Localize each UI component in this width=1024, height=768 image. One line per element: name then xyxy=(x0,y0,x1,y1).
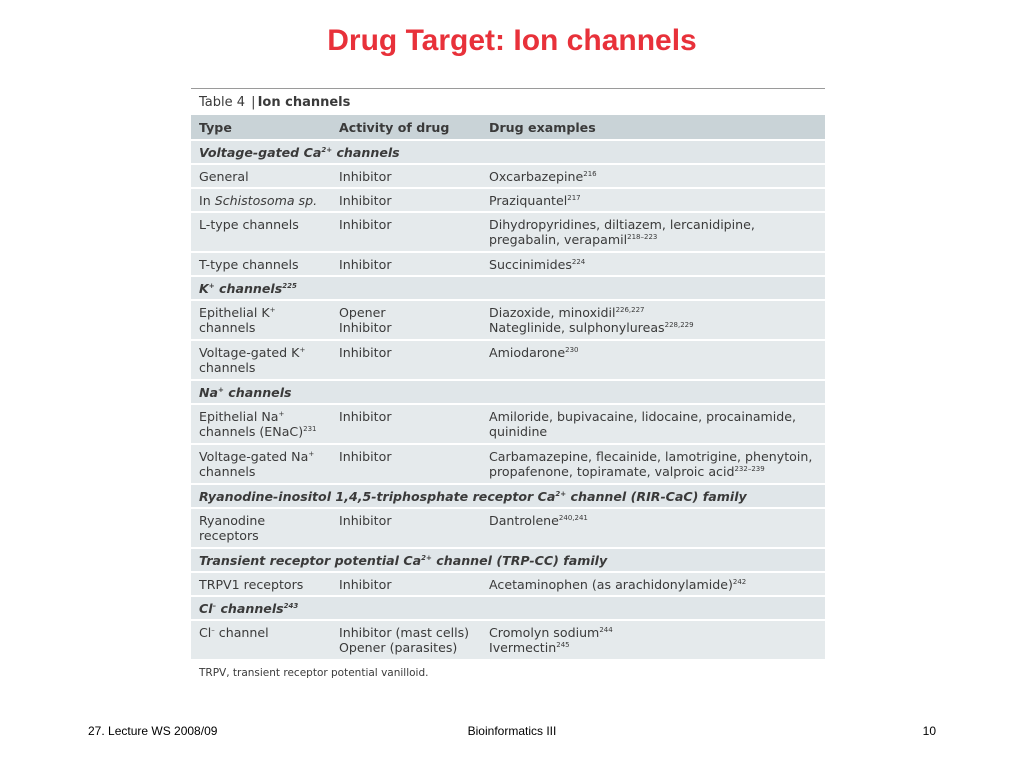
cell-type-line1 xyxy=(199,257,331,272)
cell-type-line1 xyxy=(199,577,331,592)
section-title-suffix: channels xyxy=(223,384,292,400)
drugs-text: Amiodarone xyxy=(489,345,566,360)
drugs-ref: 242 xyxy=(732,578,747,586)
section-row xyxy=(191,485,825,509)
type2-text: channels (ENaC) xyxy=(199,424,304,439)
cell-type-line1 xyxy=(199,169,331,184)
cell-type-line2 xyxy=(199,360,331,375)
type-text: Epithelial K xyxy=(199,305,270,320)
drugs-text: Acetaminophen (as arachidonylamide) xyxy=(489,577,733,592)
table-row xyxy=(191,253,825,277)
cell-type xyxy=(191,165,331,184)
cell-drugs xyxy=(481,253,825,272)
cell-type xyxy=(191,213,331,232)
section-title-suffix: channels xyxy=(216,600,284,616)
table-caption xyxy=(191,89,825,115)
type-text: Voltage-gated Na xyxy=(199,449,309,464)
type-text: General xyxy=(199,169,249,184)
drugs-ref: 240,241 xyxy=(558,514,588,522)
cell-activity xyxy=(331,621,481,655)
ion-channels-table xyxy=(191,88,825,681)
table-caption-separator: | xyxy=(251,94,256,110)
drugs-text: Praziquantel xyxy=(489,193,568,208)
drugs-line1 xyxy=(489,217,825,232)
cell-type-line1 xyxy=(199,345,331,360)
drugs-line1 xyxy=(489,193,825,208)
table-row xyxy=(191,301,825,341)
table-body xyxy=(191,141,825,661)
activity-line1: Inhibitor xyxy=(339,449,392,464)
drugs-ref: 244 xyxy=(599,626,613,634)
drugs-text: Carbamazepine, flecainide, lamotrigine, phenytoin, xyxy=(489,449,813,464)
drugs-ref: 230 xyxy=(565,346,579,354)
cell-type xyxy=(191,189,331,208)
cell-activity xyxy=(331,509,481,528)
type-text: T-type channels xyxy=(199,257,299,272)
section-title-text: Cl xyxy=(199,600,213,616)
type-sup: + xyxy=(269,306,276,314)
drugs2-ref: 228,229 xyxy=(664,321,694,329)
cell-type xyxy=(191,253,331,272)
drugs-text: Cromolyn sodium xyxy=(489,625,600,640)
type-text: TRPV1 receptors xyxy=(199,577,304,592)
type-sup: + xyxy=(308,450,315,458)
cell-activity xyxy=(331,341,481,360)
table-row xyxy=(191,341,825,381)
drugs-line2 xyxy=(489,464,825,479)
activity-line1: Inhibitor xyxy=(339,217,392,232)
cell-type xyxy=(191,405,331,439)
cell-activity xyxy=(331,253,481,272)
cell-type-line1 xyxy=(199,409,331,424)
table-caption-title: Ion channels xyxy=(257,94,351,110)
type2-sup: 231 xyxy=(303,425,317,433)
activity-line1: Inhibitor (mast cells) xyxy=(339,625,470,640)
drugs-line2 xyxy=(489,232,825,247)
header-type: Type xyxy=(199,119,232,135)
drugs2-text: Ivermectin xyxy=(489,640,557,655)
drugs-line1 xyxy=(489,577,825,592)
cell-type xyxy=(191,301,331,335)
cell-drugs xyxy=(481,621,825,655)
section-title xyxy=(191,281,825,296)
drugs-line1 xyxy=(489,449,825,464)
drugs-text: Dihydropyridines, diltiazem, lercanidipine, xyxy=(489,217,755,232)
footer-course: Bioinformatics III xyxy=(467,724,557,738)
drugs-line1 xyxy=(489,625,825,640)
table-row xyxy=(191,405,825,445)
type-text: Voltage-gated K xyxy=(199,345,300,360)
section-row xyxy=(191,597,825,621)
drugs-text: Diazoxide, minoxidil xyxy=(489,305,616,320)
cell-activity xyxy=(331,189,481,208)
section-title-ref: 225 xyxy=(282,281,297,290)
cell-type-line1 xyxy=(199,625,331,640)
cell-type-line2 xyxy=(199,320,331,335)
cell-drugs xyxy=(481,573,825,592)
drugs-text: Dantrolene xyxy=(489,513,559,528)
table-row xyxy=(191,621,825,661)
type2-text: channels xyxy=(199,360,256,375)
cell-type-line1 xyxy=(199,513,331,528)
activity-line1: Inhibitor xyxy=(339,193,392,208)
drugs2-text: pregabalin, verapamil xyxy=(489,232,628,247)
section-title-sup: + xyxy=(218,385,224,394)
type2-text: channels xyxy=(199,320,256,335)
cell-type xyxy=(191,621,331,640)
table-header-row xyxy=(191,115,825,141)
section-title-text: Ryanodine-inositol 1,4,5-triphosphate receptor Ca xyxy=(199,488,556,504)
section-row xyxy=(191,381,825,405)
drugs-line2 xyxy=(489,320,825,335)
table-footnote: TRPV, transient receptor potential vanilloid. xyxy=(199,667,429,679)
section-title-sup: – xyxy=(212,601,217,610)
cell-type-line1 xyxy=(199,305,331,320)
drugs2-ref: 218–223 xyxy=(627,233,658,241)
cell-type-line2 xyxy=(199,424,331,439)
drugs2-ref: 232–239 xyxy=(734,465,765,473)
activity-line1: Inhibitor xyxy=(339,345,392,360)
section-title-sup: 2+ xyxy=(421,553,432,562)
activity-line1: Inhibitor xyxy=(339,409,392,424)
type-sup: + xyxy=(299,346,306,354)
drugs-text: Oxcarbazepine xyxy=(489,169,584,184)
drugs2-text: quinidine xyxy=(489,424,548,439)
section-title xyxy=(191,489,825,504)
section-title-suffix: channel (RIR-CaC) family xyxy=(566,488,747,504)
footer-lecture: 27. Lecture WS 2008/09 xyxy=(88,724,218,738)
type-text: Ryanodine xyxy=(199,513,266,528)
type-suffix: channel xyxy=(214,625,269,640)
cell-drugs xyxy=(481,445,825,479)
cell-type-line1 xyxy=(199,193,331,208)
section-title-text: Na xyxy=(199,384,219,400)
drugs-ref: 216 xyxy=(583,170,597,178)
drugs-ref: 217 xyxy=(567,194,581,202)
drugs-line1 xyxy=(489,257,825,272)
type-italic: Schistosoma sp. xyxy=(214,193,318,208)
drugs-text: Amiloride, bupivacaine, lidocaine, procainamide, xyxy=(489,409,797,424)
drugs-line1 xyxy=(489,513,825,528)
cell-activity xyxy=(331,213,481,232)
section-title xyxy=(191,601,825,616)
cell-type-line2 xyxy=(199,528,331,543)
table-row xyxy=(191,189,825,213)
cell-drugs xyxy=(481,341,825,360)
drugs-ref: 224 xyxy=(571,258,586,266)
cell-drugs xyxy=(481,301,825,335)
drugs-ref: 226,227 xyxy=(615,306,645,314)
type-sup: + xyxy=(278,410,285,418)
table-row xyxy=(191,445,825,485)
cell-activity xyxy=(331,165,481,184)
activity-line1: Inhibitor xyxy=(339,169,392,184)
section-title xyxy=(191,145,825,160)
drugs-text: Succinimides xyxy=(489,257,572,272)
activity-line1: Opener xyxy=(339,305,386,320)
type-sup: – xyxy=(211,626,215,634)
cell-type xyxy=(191,509,331,543)
section-title-ref: 243 xyxy=(283,601,299,610)
drugs-line1 xyxy=(489,305,825,320)
header-activity: Activity of drug xyxy=(339,119,450,135)
cell-drugs xyxy=(481,509,825,528)
section-row xyxy=(191,141,825,165)
type-text: In xyxy=(199,193,215,208)
header-drug-examples: Drug examples xyxy=(489,119,596,135)
section-title xyxy=(191,553,825,568)
table-row xyxy=(191,573,825,597)
section-title-suffix: channel (TRP-CC) family xyxy=(431,552,608,568)
section-row xyxy=(191,277,825,301)
drugs-line2 xyxy=(489,424,825,439)
activity-line2: Opener (parasites) xyxy=(339,640,458,655)
type2-text: channels xyxy=(199,464,256,479)
cell-drugs xyxy=(481,189,825,208)
section-title-suffix: channels xyxy=(332,144,400,160)
cell-activity xyxy=(331,405,481,424)
drugs2-text: propafenone, topiramate, valproic acid xyxy=(489,464,735,479)
activity-line2: Inhibitor xyxy=(339,320,392,335)
table-row xyxy=(191,509,825,549)
drugs-line2 xyxy=(489,640,825,655)
table-row xyxy=(191,213,825,253)
drugs2-ref: 245 xyxy=(556,641,570,649)
section-title xyxy=(191,385,825,400)
cell-drugs xyxy=(481,165,825,184)
drugs-line1 xyxy=(489,169,825,184)
cell-activity xyxy=(331,445,481,464)
footer-page-number: 10 xyxy=(922,724,936,738)
cell-type-line1 xyxy=(199,449,331,464)
section-title-text: Transient receptor potential Ca xyxy=(199,552,422,568)
cell-type-line1 xyxy=(199,217,331,232)
type-text: Epithelial Na xyxy=(199,409,279,424)
cell-activity xyxy=(331,301,481,335)
type2-text: receptors xyxy=(199,528,259,543)
drugs2-text: Nateglinide, sulphonylureas xyxy=(489,320,665,335)
cell-type-line2 xyxy=(199,464,331,479)
section-title-sup: + xyxy=(208,281,215,290)
section-title-suffix: channels xyxy=(214,280,283,296)
section-title-text: Voltage-gated Ca xyxy=(199,144,322,160)
drugs-line1 xyxy=(489,345,825,360)
cell-type xyxy=(191,445,331,479)
type-text: L-type channels xyxy=(199,217,299,232)
section-title-text: K xyxy=(199,280,209,296)
cell-type xyxy=(191,341,331,375)
cell-drugs xyxy=(481,213,825,247)
cell-type xyxy=(191,573,331,592)
activity-line1: Inhibitor xyxy=(339,513,392,528)
activity-line1: Inhibitor xyxy=(339,577,392,592)
cell-drugs xyxy=(481,405,825,439)
slide-title: Drug Target: Ion channels xyxy=(327,24,697,57)
activity-line1: Inhibitor xyxy=(339,257,392,272)
type-text: Cl xyxy=(199,625,212,640)
section-title-sup: 2+ xyxy=(321,145,333,154)
cell-activity xyxy=(331,573,481,592)
table-caption-label: Table 4 xyxy=(199,94,246,110)
drugs-line1 xyxy=(489,409,825,424)
section-title-sup: 2+ xyxy=(555,489,567,498)
table-row xyxy=(191,165,825,189)
section-row xyxy=(191,549,825,573)
